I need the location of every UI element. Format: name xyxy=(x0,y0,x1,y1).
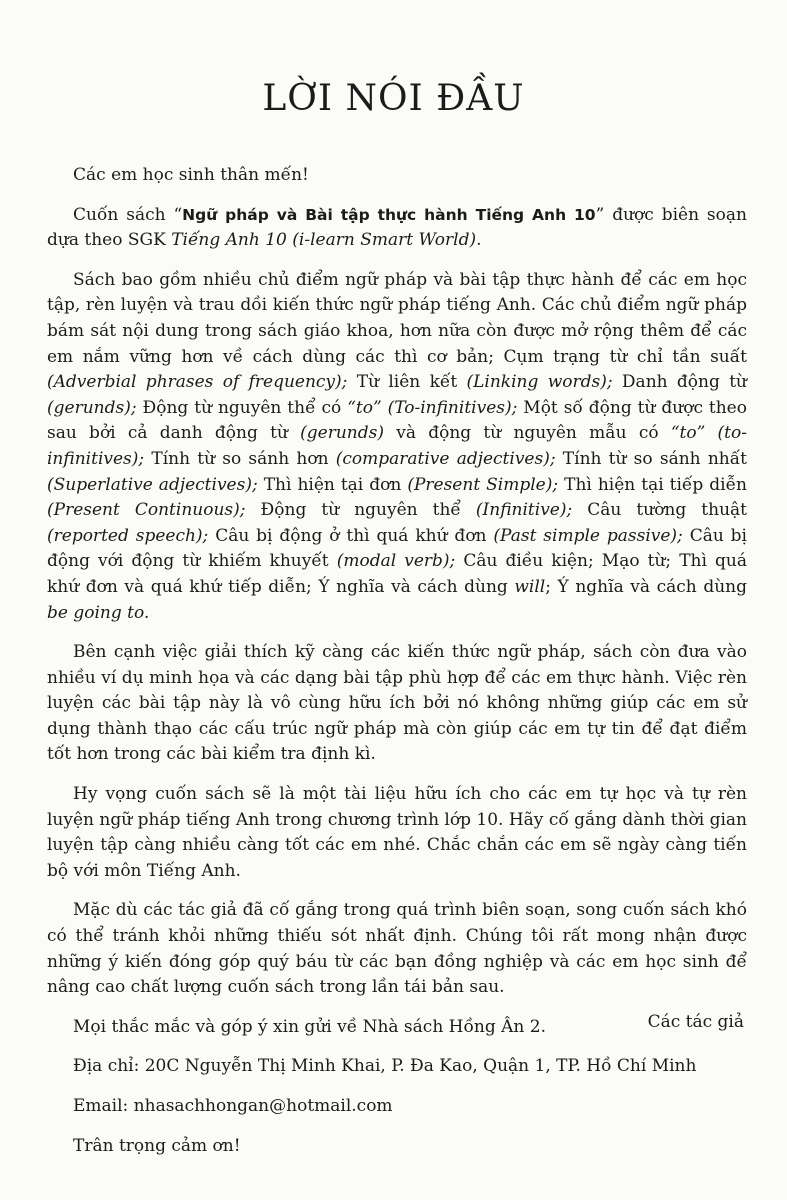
grammar-term: (gerunds) xyxy=(300,423,384,444)
preface-body xyxy=(47,163,747,1173)
contents-text: Một số động từ được theo sau bởi cả danh động từ xyxy=(47,397,747,444)
grammar-term: will xyxy=(514,576,546,597)
grammar-term: (comparative adjectives); xyxy=(335,448,556,469)
contents-text: Động từ nguyên thể xyxy=(245,500,476,521)
grammar-term: (Past simple passive); xyxy=(493,525,683,546)
grammar-term: (reported speech); xyxy=(47,525,209,546)
page-title: LỜI NÓI ĐẦU xyxy=(262,78,525,119)
contents-text: Câu bị động với động từ khiếm khuyết xyxy=(47,525,747,572)
contents-text: ; Ý nghĩa và cách dùng xyxy=(545,576,747,597)
grammar-term: (modal verb); xyxy=(336,551,456,572)
hope-paragraph: Hy vọng cuốn sách sẽ là một tài liệu hữu ích cho các em tự học và tự rèn luyện ngữ pháp tiếng Anh trong chương trình lớp 10. Hãy cố gắng dành thời gian luyện tập càng nhiều càng tốt các em nhé. Chắc chắn các em sẽ ngày càng tiến bộ với môn Tiếng Anh. xyxy=(47,784,747,881)
greeting: Các em học sinh thân mến! xyxy=(73,165,309,185)
feedback-paragraph: Mặc dù các tác giả đã cố gắng trong quá trình biên soạn, song cuốn sách khó có thể tránh khỏi những thiếu sót nhất định. Chúng tôi rất mong nhận được những ý kiến đóng góp quý báu từ các bạn đồng nghiệp và các em học sinh để nâng cao chất lượng cuốn sách trong lần tái bản sau. xyxy=(47,900,747,998)
contents-text: Danh động từ xyxy=(612,372,747,393)
contents-text: Tính từ so sánh hơn xyxy=(144,448,336,469)
contents-text: Từ liên kết xyxy=(347,372,467,393)
contact-line: Mọi thắc mắc và góp ý xin gửi về Nhà sách Hồng Ân 2. xyxy=(73,1016,546,1037)
contents-text: Động từ nguyên thể có xyxy=(136,397,348,418)
contents-text: Thì hiện tại đơn xyxy=(257,474,408,495)
grammar-term: “to” (to-infinitives); xyxy=(47,423,747,469)
grammar-term: (Present Continuous); xyxy=(47,500,246,521)
grammar-term: “to” (To-infinitives); xyxy=(347,397,518,418)
grammar-term: (Adverbial phrases of frequency); xyxy=(47,372,348,393)
contents-text: Câu tường thuật xyxy=(572,500,747,521)
contents-text: Sách bao gồm nhiều chủ điểm ngữ pháp và bài tập thực hành để các em học tập, rèn luyện và trau dồi kiến thức ngữ pháp tiếng Anh. Các chủ điểm ngữ pháp bám sát nội dung trong sách giáo khoa, hơn nữa còn được mở rộng thêm để các em nắm vững hơn về cách dùng các thì cơ bản; Cụm trạng từ chỉ tần suất xyxy=(47,269,747,367)
email-line: Email: nhasachhongan@hotmail.com xyxy=(73,1096,393,1116)
contents-text: và động từ nguyên mẫu có xyxy=(384,423,671,444)
grammar-term: (gerunds); xyxy=(47,397,137,418)
contents-text: Câu điều kiện; Mạo từ; Thì quá khứ đơn và quá khứ tiếp diễn; Ý nghĩa và cách dùng xyxy=(47,551,747,597)
thanks-line: Trân trọng cảm ơn! xyxy=(73,1135,241,1156)
contents-text: Tính từ so sánh nhất xyxy=(555,448,747,469)
textbook-title: Tiếng Anh 10 (i-learn Smart World) xyxy=(171,230,477,251)
address-line: Địa chỉ: 20C Nguyễn Thị Minh Khai, P. Đa Kao, Quận 1, TP. Hồ Chí Minh xyxy=(73,1056,697,1077)
contents-paragraph xyxy=(47,268,747,626)
contents-text: Thì hiện tại tiếp diễn xyxy=(558,474,748,495)
features-paragraph: Bên cạnh việc giải thích kỹ càng các kiến thức ngữ pháp, sách còn đưa vào nhiều ví dụ minh họa và các dạng bài tập phù hợp để các em thực hành. Việc rèn luyện các bài tập này là vô cùng hữu ích bởi nó không những giúp các em sử dụng thành thạo các cấu trúc ngữ pháp mà còn giúp các em tự tin để đạt điểm tốt hơn trong các bài kiểm tra định kì. xyxy=(47,642,747,765)
grammar-term: (Linking words); xyxy=(466,372,613,393)
grammar-term: (Infinitive); xyxy=(475,500,573,521)
signature: Các tác giả xyxy=(647,1012,744,1032)
grammar-term: (Superlative adjectives); xyxy=(47,474,258,495)
intro-paragraph: Cuốn sách “Ngữ pháp và Bài tập thực hành Tiếng Anh 10” được biên soạn dựa theo SGK Tiếng Anh 10 (i-learn Smart World). xyxy=(47,204,747,251)
grammar-term: be going to. xyxy=(47,602,150,623)
contents-text: Câu bị động ở thì quá khứ đơn xyxy=(208,525,494,546)
grammar-term: (Present Simple); xyxy=(407,474,559,495)
book-title: Ngữ pháp và Bài tập thực hành Tiếng Anh 10 xyxy=(182,205,596,224)
